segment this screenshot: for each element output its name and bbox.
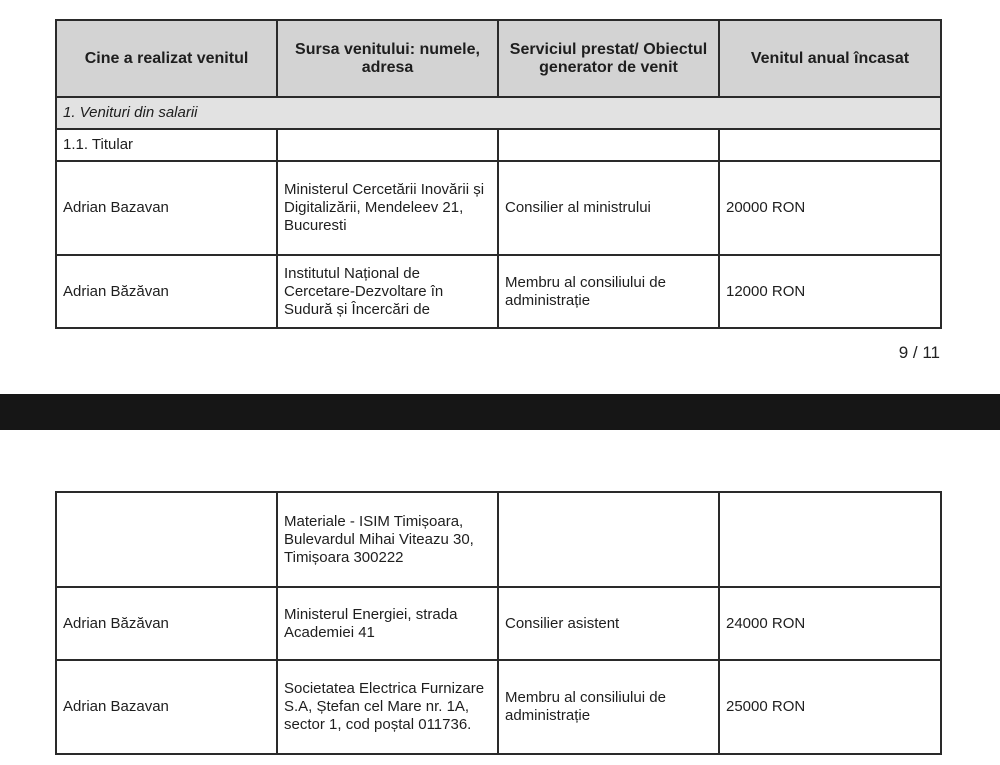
cell-source: Ministerul Energiei, strada Academiei 41 [277, 587, 498, 660]
cell-income [719, 492, 941, 587]
cell-service: Membru al consiliului de administrație [498, 660, 719, 754]
cell-income: 20000 RON [719, 161, 941, 255]
cell-person: Adrian Bazavan [56, 660, 277, 754]
empty-cell [719, 129, 941, 161]
table-row [56, 660, 941, 754]
subsection-row [56, 129, 941, 161]
header-service: Serviciul prestat/ Obiectul generator de venit [498, 20, 719, 97]
empty-cell [498, 129, 719, 161]
cell-person: Adrian Bazavan [56, 161, 277, 255]
empty-cell [277, 129, 498, 161]
page-number: 9 / 11 [898, 343, 940, 362]
cell-service: Consilier al ministrului [498, 161, 719, 255]
header-person: Cine a realizat venitul [56, 20, 277, 97]
cell-income: 25000 RON [719, 660, 941, 754]
header-income: Venitul anual încasat [719, 20, 941, 97]
income-table-page-10 [55, 491, 942, 755]
cell-person: Adrian Băzăvan [56, 587, 277, 660]
income-table-page-9 [55, 19, 942, 329]
table-header-row [56, 20, 941, 97]
table-row [56, 255, 941, 328]
table-row [56, 587, 941, 660]
table-row [56, 161, 941, 255]
cell-service: Consilier asistent [498, 587, 719, 660]
page-divider [0, 394, 1000, 430]
cell-source: Institutul Național de Cercetare-Dezvoltare în Sudură și Încercări de [277, 255, 498, 328]
section-title: 1. Venituri din salarii [56, 97, 941, 129]
section-row [56, 97, 941, 129]
header-source: Sursa venitului: numele, adresa [277, 20, 498, 97]
cell-service [498, 492, 719, 587]
cell-source: Societatea Electrica Furnizare S.A, Ștefan cel Mare nr. 1A, sector 1, cod poștal 011736. [277, 660, 498, 754]
cell-service: Membru al consiliului de administrație [498, 255, 719, 328]
table-row [56, 492, 941, 587]
cell-source: Materiale - ISIM Timișoara, Bulevardul Mihai Viteazu 30, Timișoara 300222 [277, 492, 498, 587]
cell-person: Adrian Băzăvan [56, 255, 277, 328]
subsection-title: 1.1. Titular [56, 129, 277, 161]
cell-source: Ministerul Cercetării Inovării și Digitalizării, Mendeleev 21, Bucuresti [277, 161, 498, 255]
cell-income: 12000 RON [719, 255, 941, 328]
cell-person [56, 492, 277, 587]
cell-income: 24000 RON [719, 587, 941, 660]
